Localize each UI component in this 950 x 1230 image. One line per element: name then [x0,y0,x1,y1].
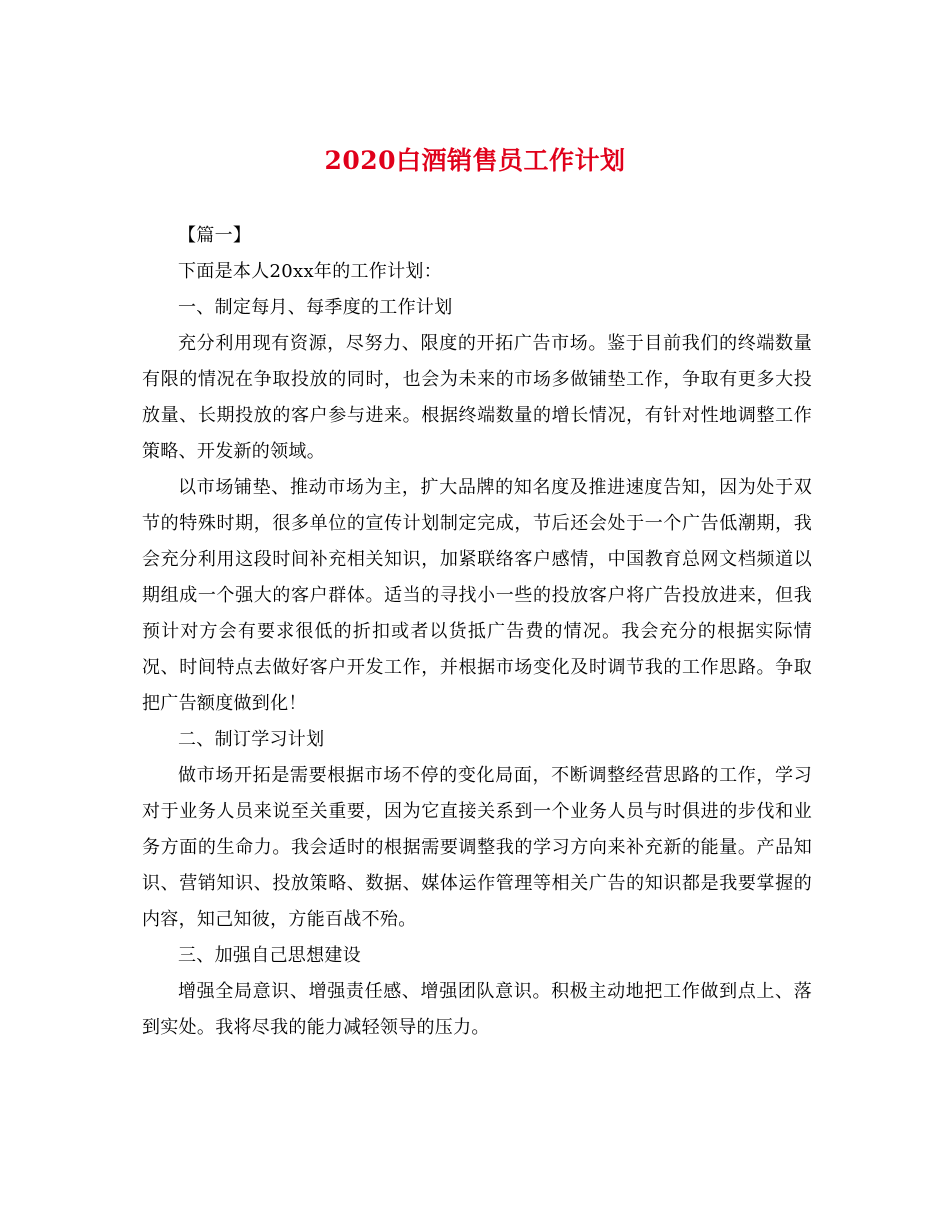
document-title: 2020白酒销售员工作计划 [324,146,626,175]
body-paragraph: 增强全局意识、增强责任感、增强团队意识。积极主动地把工作做到点上、落到实处。我将尽我的能力减轻领导的压力。 [142,981,812,1038]
section-marker: 【篇一】 [178,225,252,246]
heading-self-improvement: 三、加强自己思想建设 [178,945,361,966]
document-body [142,218,812,1046]
body-paragraph: 充分利用现有资源，尽努力、限度的开拓广告市场。鉴于目前我们的终端数量有限的情况在争取投放的同时，也会为未来的市场多做铺垫工作，争取有更多大投放量、长期投放的客户参与进来。根据终端数量的增长情况，有针对性地调整工作策略、开发新的领域。 [142,333,812,462]
intro-paragraph: 下面是本人20xx年的工作计划： [178,261,443,282]
heading-monthly-plan: 一、制定每月、每季度的工作计划 [178,297,453,318]
body-paragraph: 做市场开拓是需要根据市场不停的变化局面，不断调整经营思路的工作，学习对于业务人员来说至关重要，因为它直接关系到一个业务人员与时俱进的步伐和业务方面的生命力。我会适时的根据需要调整我的学习方向来补充新的能量。产品知识、营销知识、投放策略、数据、媒体运作管理等相关广告的知识都是我要掌握的内容，知己知彼，方能百战不殆。 [142,765,812,930]
heading-study-plan: 二、制订学习计划 [178,729,325,750]
body-paragraph: 以市场铺垫、推动市场为主，扩大品牌的知名度及推进速度告知，因为处于双节的特殊时期，很多单位的宣传计划制定完成，节后还会处于一个广告低潮期，我会充分利用这段时间补充相关知识，加紧联络客户感情，中国教育总网文档频道以期组成一个强大的客户群体。适当的寻找小一些的投放客户将广告投放进来，但我预计对方会有要求很低的折扣或者以货抵广告费的情况。我会充分的根据实际情况、时间特点去做好客户开发工作，并根据市场变化及时调节我的工作思路。争取把广告额度做到化！ [142,477,812,714]
